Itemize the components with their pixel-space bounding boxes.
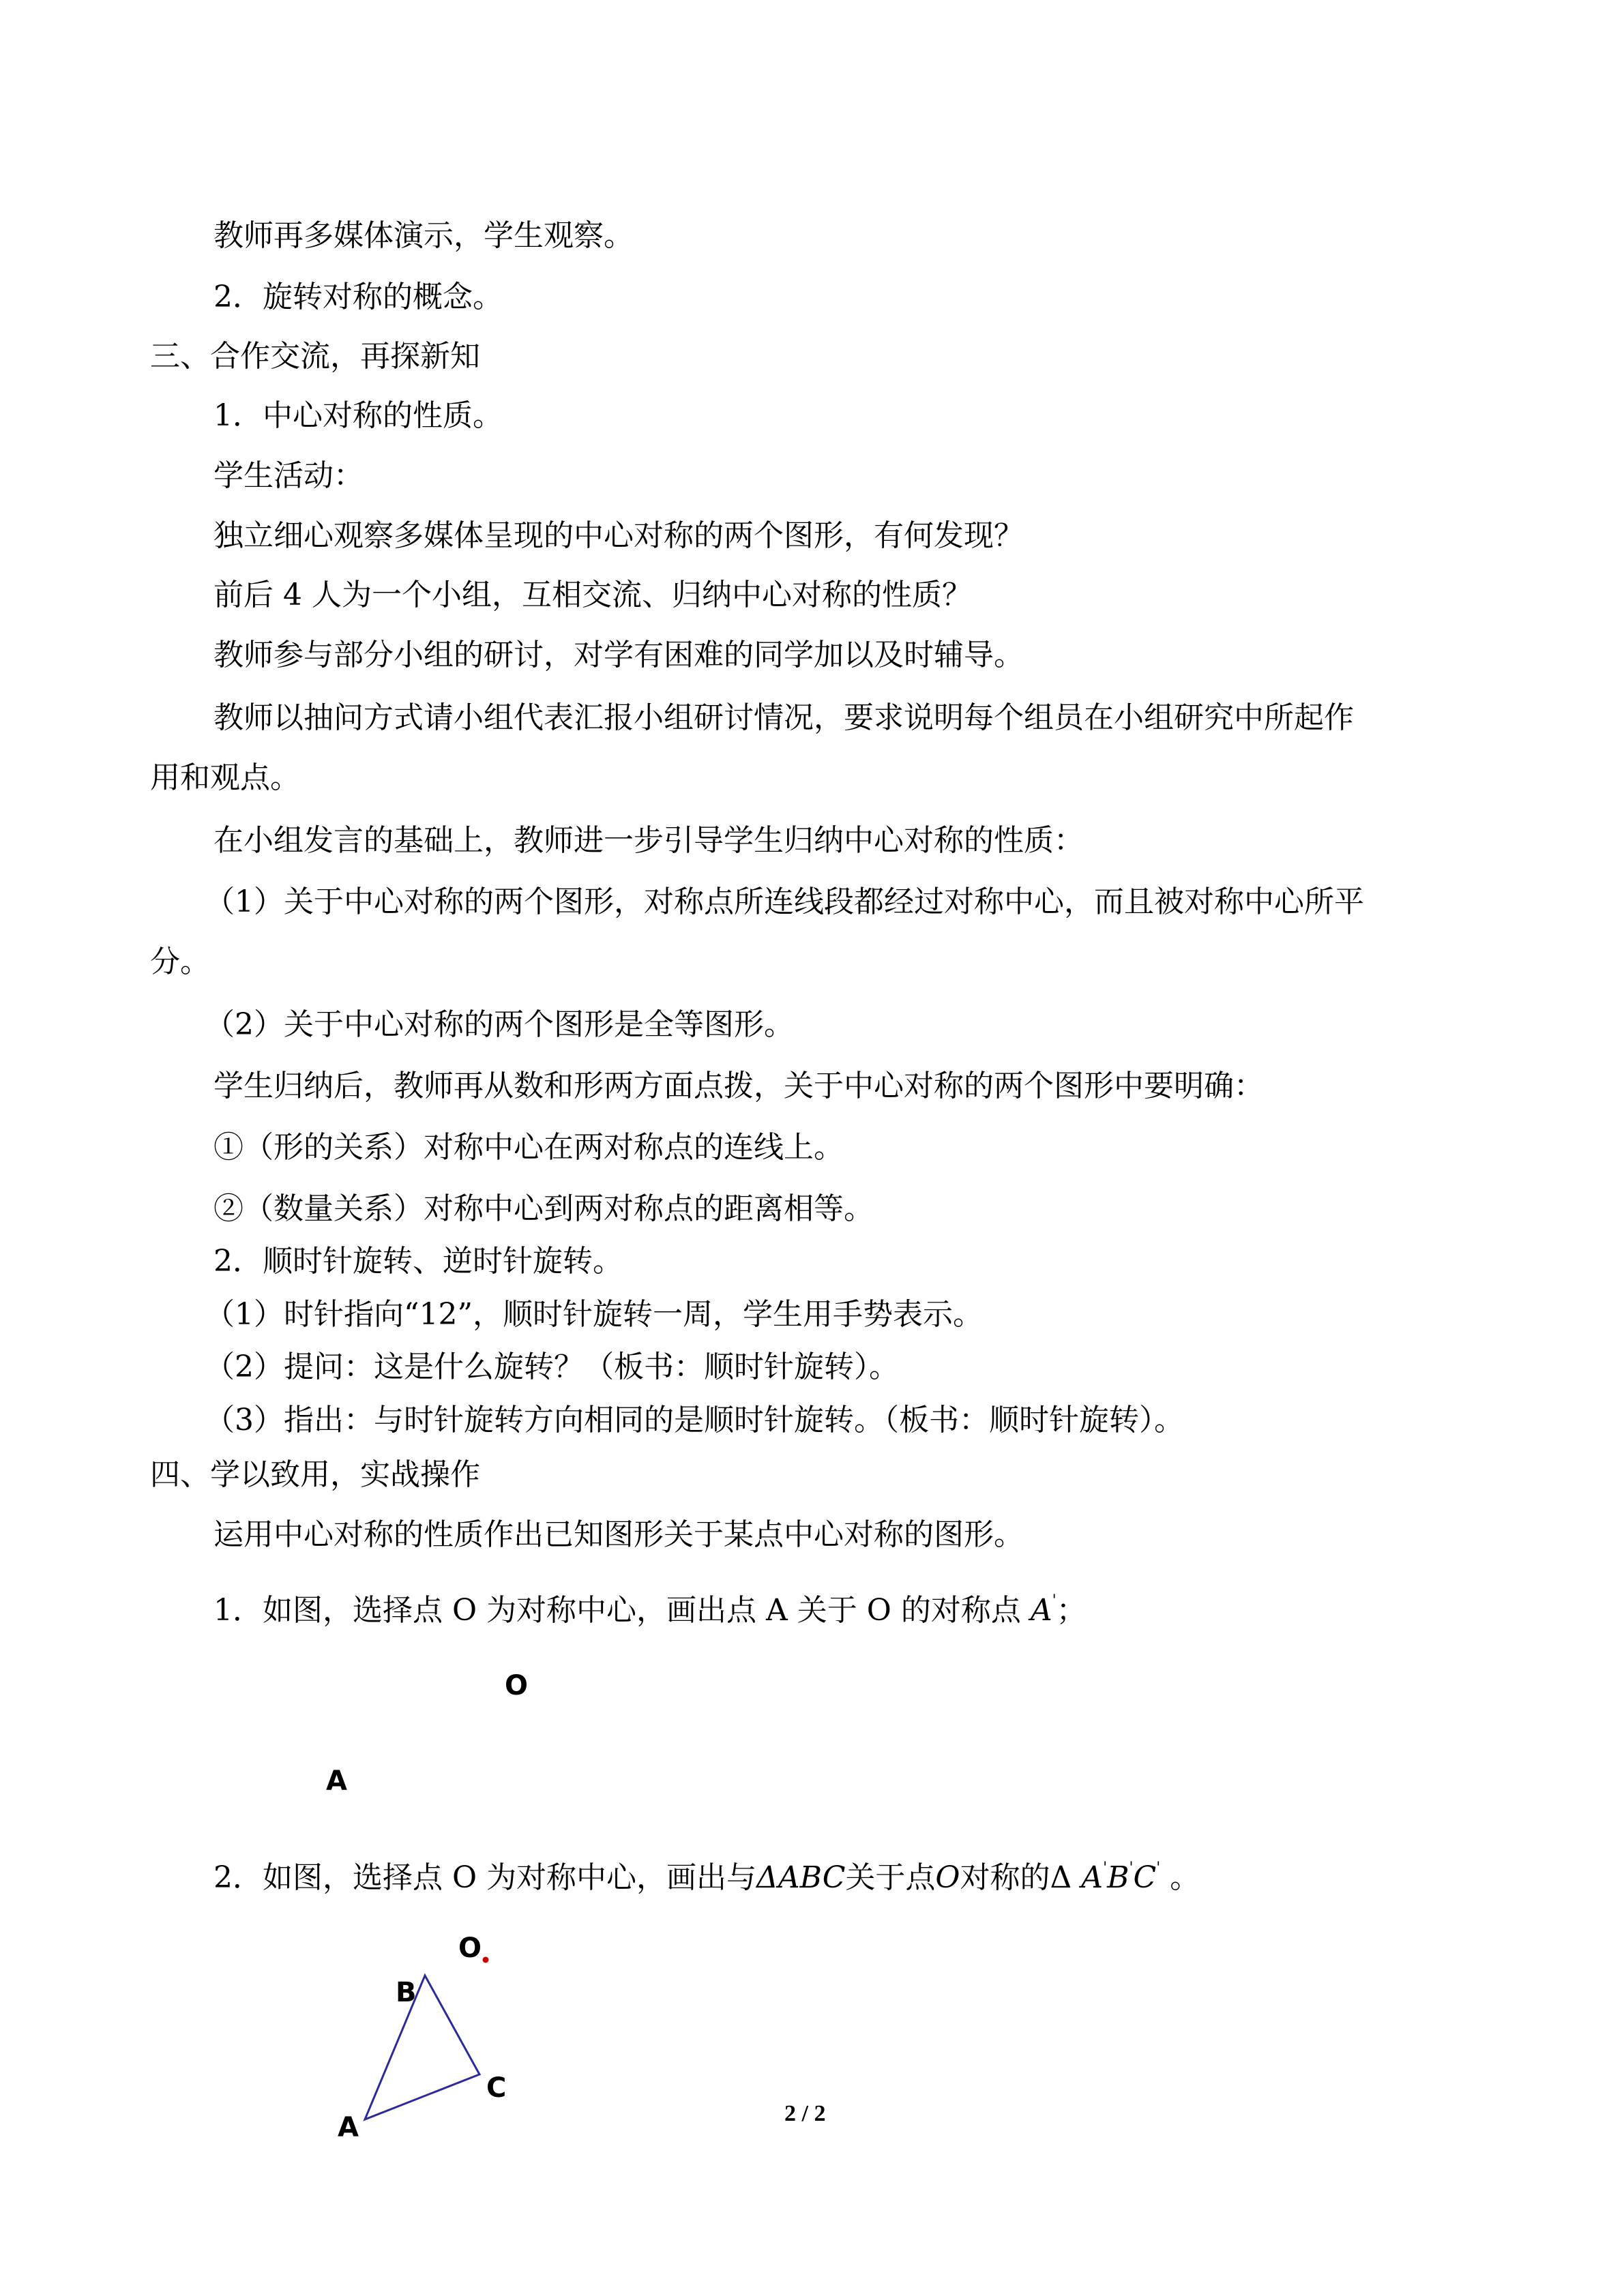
text-line: ①（形的关系）对称中心在两对称点的连线上。 — [213, 1130, 844, 1165]
figure-2-label-b: B — [396, 1977, 417, 2008]
triangle-abc: ΔABC — [756, 1860, 846, 1895]
question-2-end: 。 — [1170, 1860, 1200, 1895]
text-line: 1．中心对称的性质。 — [213, 398, 503, 433]
figure-1-label-a: A — [326, 1765, 347, 1797]
section-heading: 三、合作交流，再探新知 — [150, 339, 480, 374]
text-line: 前后 4 人为一个小组，互相交流、归纳中心对称的性质？ — [213, 578, 972, 612]
figure-2-label-c: C — [486, 2072, 507, 2104]
point-o: O — [935, 1860, 960, 1895]
question-2-mid2: 对称的Δ — [960, 1860, 1072, 1895]
text-line: （1）关于中心对称的两个图形，对称点所连线段都经过对称中心，而且被对称中心所平 — [205, 884, 1364, 919]
text-line: 2．旋转对称的概念。 — [213, 280, 503, 314]
text-line: 学生归纳后，教师再从数和形两方面点拨，关于中心对称的两个图形中要明确： — [213, 1069, 1264, 1103]
text-line: （3）指出：与时针旋转方向相同的是顺时针旋转。（板书：顺时针旋转）。 — [205, 1403, 1184, 1437]
prime-mark: ' — [1156, 1860, 1161, 1877]
math-a: A — [1081, 1860, 1104, 1895]
math-b: B — [1107, 1860, 1130, 1895]
prime-mark: ' — [1052, 1592, 1057, 1609]
text-line: 运用中心对称的性质作出已知图形关于某点中心对称的图形。 — [213, 1517, 1024, 1552]
text-line: 教师再多媒体演示，学生观察。 — [213, 218, 634, 253]
text-line: 2．顺时针旋转、逆时针旋转。 — [213, 1244, 623, 1279]
text-line: 学生活动： — [213, 458, 364, 493]
text-line: （2）关于中心对称的两个图形是全等图形。 — [205, 1007, 794, 1042]
triangle-abc-shape — [365, 1976, 479, 2119]
prime-mark: ' — [1129, 1860, 1134, 1877]
text-line: 教师参与部分小组的研讨，对学有困难的同学加以及时辅导。 — [213, 638, 1024, 672]
figure-1-label-o: O — [505, 1670, 529, 1701]
prime-mark: ' — [1103, 1860, 1108, 1877]
section-heading: 四、学以致用，实战操作 — [150, 1457, 480, 1492]
question-2-mid: 关于点 — [845, 1860, 936, 1895]
question-1-end: ； — [1056, 1593, 1087, 1628]
question-2-text: 2．如图，选择点 O 为对称中心，画出与 — [213, 1860, 757, 1895]
text-line: 用和观点。 — [150, 760, 300, 795]
text-line: （2）提问：这是什么旋转？（板书：顺时针旋转）。 — [205, 1350, 899, 1384]
text-line: 独立细心观察多媒体呈现的中心对称的两个图形，有何发现？ — [213, 518, 1024, 553]
math-a: A — [1030, 1593, 1052, 1628]
question-1-text: 1．如图，选择点 O 为对称中心，画出点 A 关于 O 的对称点 — [213, 1593, 1021, 1628]
text-line: （1）时针指向“12”，顺时针旋转一周，学生用手势表示。 — [205, 1297, 983, 1332]
text-line: 教师以抽问方式请小组代表汇报小组研讨情况，要求说明每个组员在小组研究中所起作 — [213, 700, 1354, 735]
text-line: 在小组发言的基础上，教师进一步引导学生归纳中心对称的性质： — [213, 823, 1084, 858]
figure-2-label-a: A — [338, 2112, 359, 2143]
math-c: C — [1133, 1860, 1157, 1895]
figure-2-label-o: O — [458, 1933, 482, 1964]
text-line: ②（数量关系）对称中心到两对称点的距离相等。 — [213, 1191, 874, 1226]
point-o-dot — [483, 1957, 489, 1963]
text-line: 分。 — [150, 944, 210, 979]
page-number: 2 / 2 — [784, 2101, 826, 2126]
